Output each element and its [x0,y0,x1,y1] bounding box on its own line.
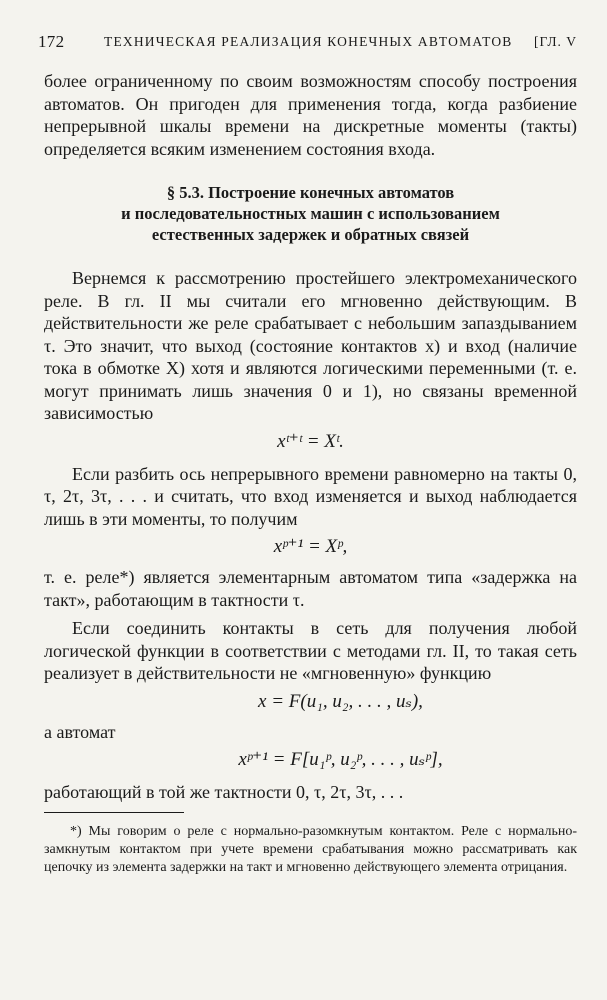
paragraph-unit-delay: т. е. реле*) является элементарным автоматом типа «задержка на такт», работающим в тактности τ. [44,567,577,610]
paragraph-automaton: а автомат [44,721,116,742]
section-title-line-1: § 5.3. Построение конечных автоматов [166,183,455,202]
paragraph-relay-delay: Вернемся к рассмотрению простейшего электромеханического реле. В гл. II мы считали его мгновенно действующим. В действительности же реле срабатывает с небольшим запаздыванием τ. Это значит, что выход (состояние контактов x) и вход (наличие тока в обмотке X) хотя и являются логическими переменными (т. е. могут принимать лишь значения 0 и 1), но связаны временной зависимостью [44,268,577,423]
paragraph-discrete-time: Если разбить ось непрерывного времени равномерно на такты 0, τ, 2τ, 3τ, . . . и считать, что вход изменяется и выход наблюдается лишь в эти моменты, то получим [44,463,577,529]
page-body [44,70,577,877]
footnote-divider [44,812,184,813]
page-header [38,32,577,56]
formula-delay: xᵗ⁺ᵗ = Xᵗ. [277,430,344,452]
intro-paragraph: более ограниченному по своим возможностям способу построения автоматов. Он пригоден для применения тогда, когда разбиение непрерывной шкалы времени на дискретные моменты (такты) определяется всяким изменением состояния входа. [44,71,577,159]
footnote: *) Мы говорим о реле с нормально-разомкнутым контактом. Реле с нормально-замкнутым контактом при учете времени срабатывания можно рассматривать как цепочку из элемента задержки на такт и мгновенно действующего элемента отрицания. [44,823,577,875]
formula-function: x = F(u₁, u₂, . . . , uₛ), [258,690,423,712]
running-title: ТЕХНИЧЕСКАЯ РЕАЛИЗАЦИЯ КОНЕЧНЫХ АВТОМАТОВ [104,34,513,49]
paragraph-network: Если соединить контакты в сеть для получения любой логической функции в соответствии с методами гл. II, то такая сеть реализует в действительности не «мгновенную» функцию [44,618,577,683]
formula-discrete: xᵖ⁺¹ = Xᵖ, [273,536,348,557]
section-title-line-2: и последовательностных машин с использованием [121,204,500,223]
section-heading [44,182,577,245]
page-number: 172 [38,32,65,51]
section-title-line-3: естественных задержек и обратных связей [151,225,470,244]
chapter-marker: [ГЛ. V [534,34,577,49]
formula-automaton: xᵖ⁺¹ = F[u₁ᵖ, u₂ᵖ, . . . , uₛᵖ], [238,749,443,770]
paragraph-tact: работающий в той же тактности 0, τ, 2τ, 3τ, . . . [44,782,404,802]
